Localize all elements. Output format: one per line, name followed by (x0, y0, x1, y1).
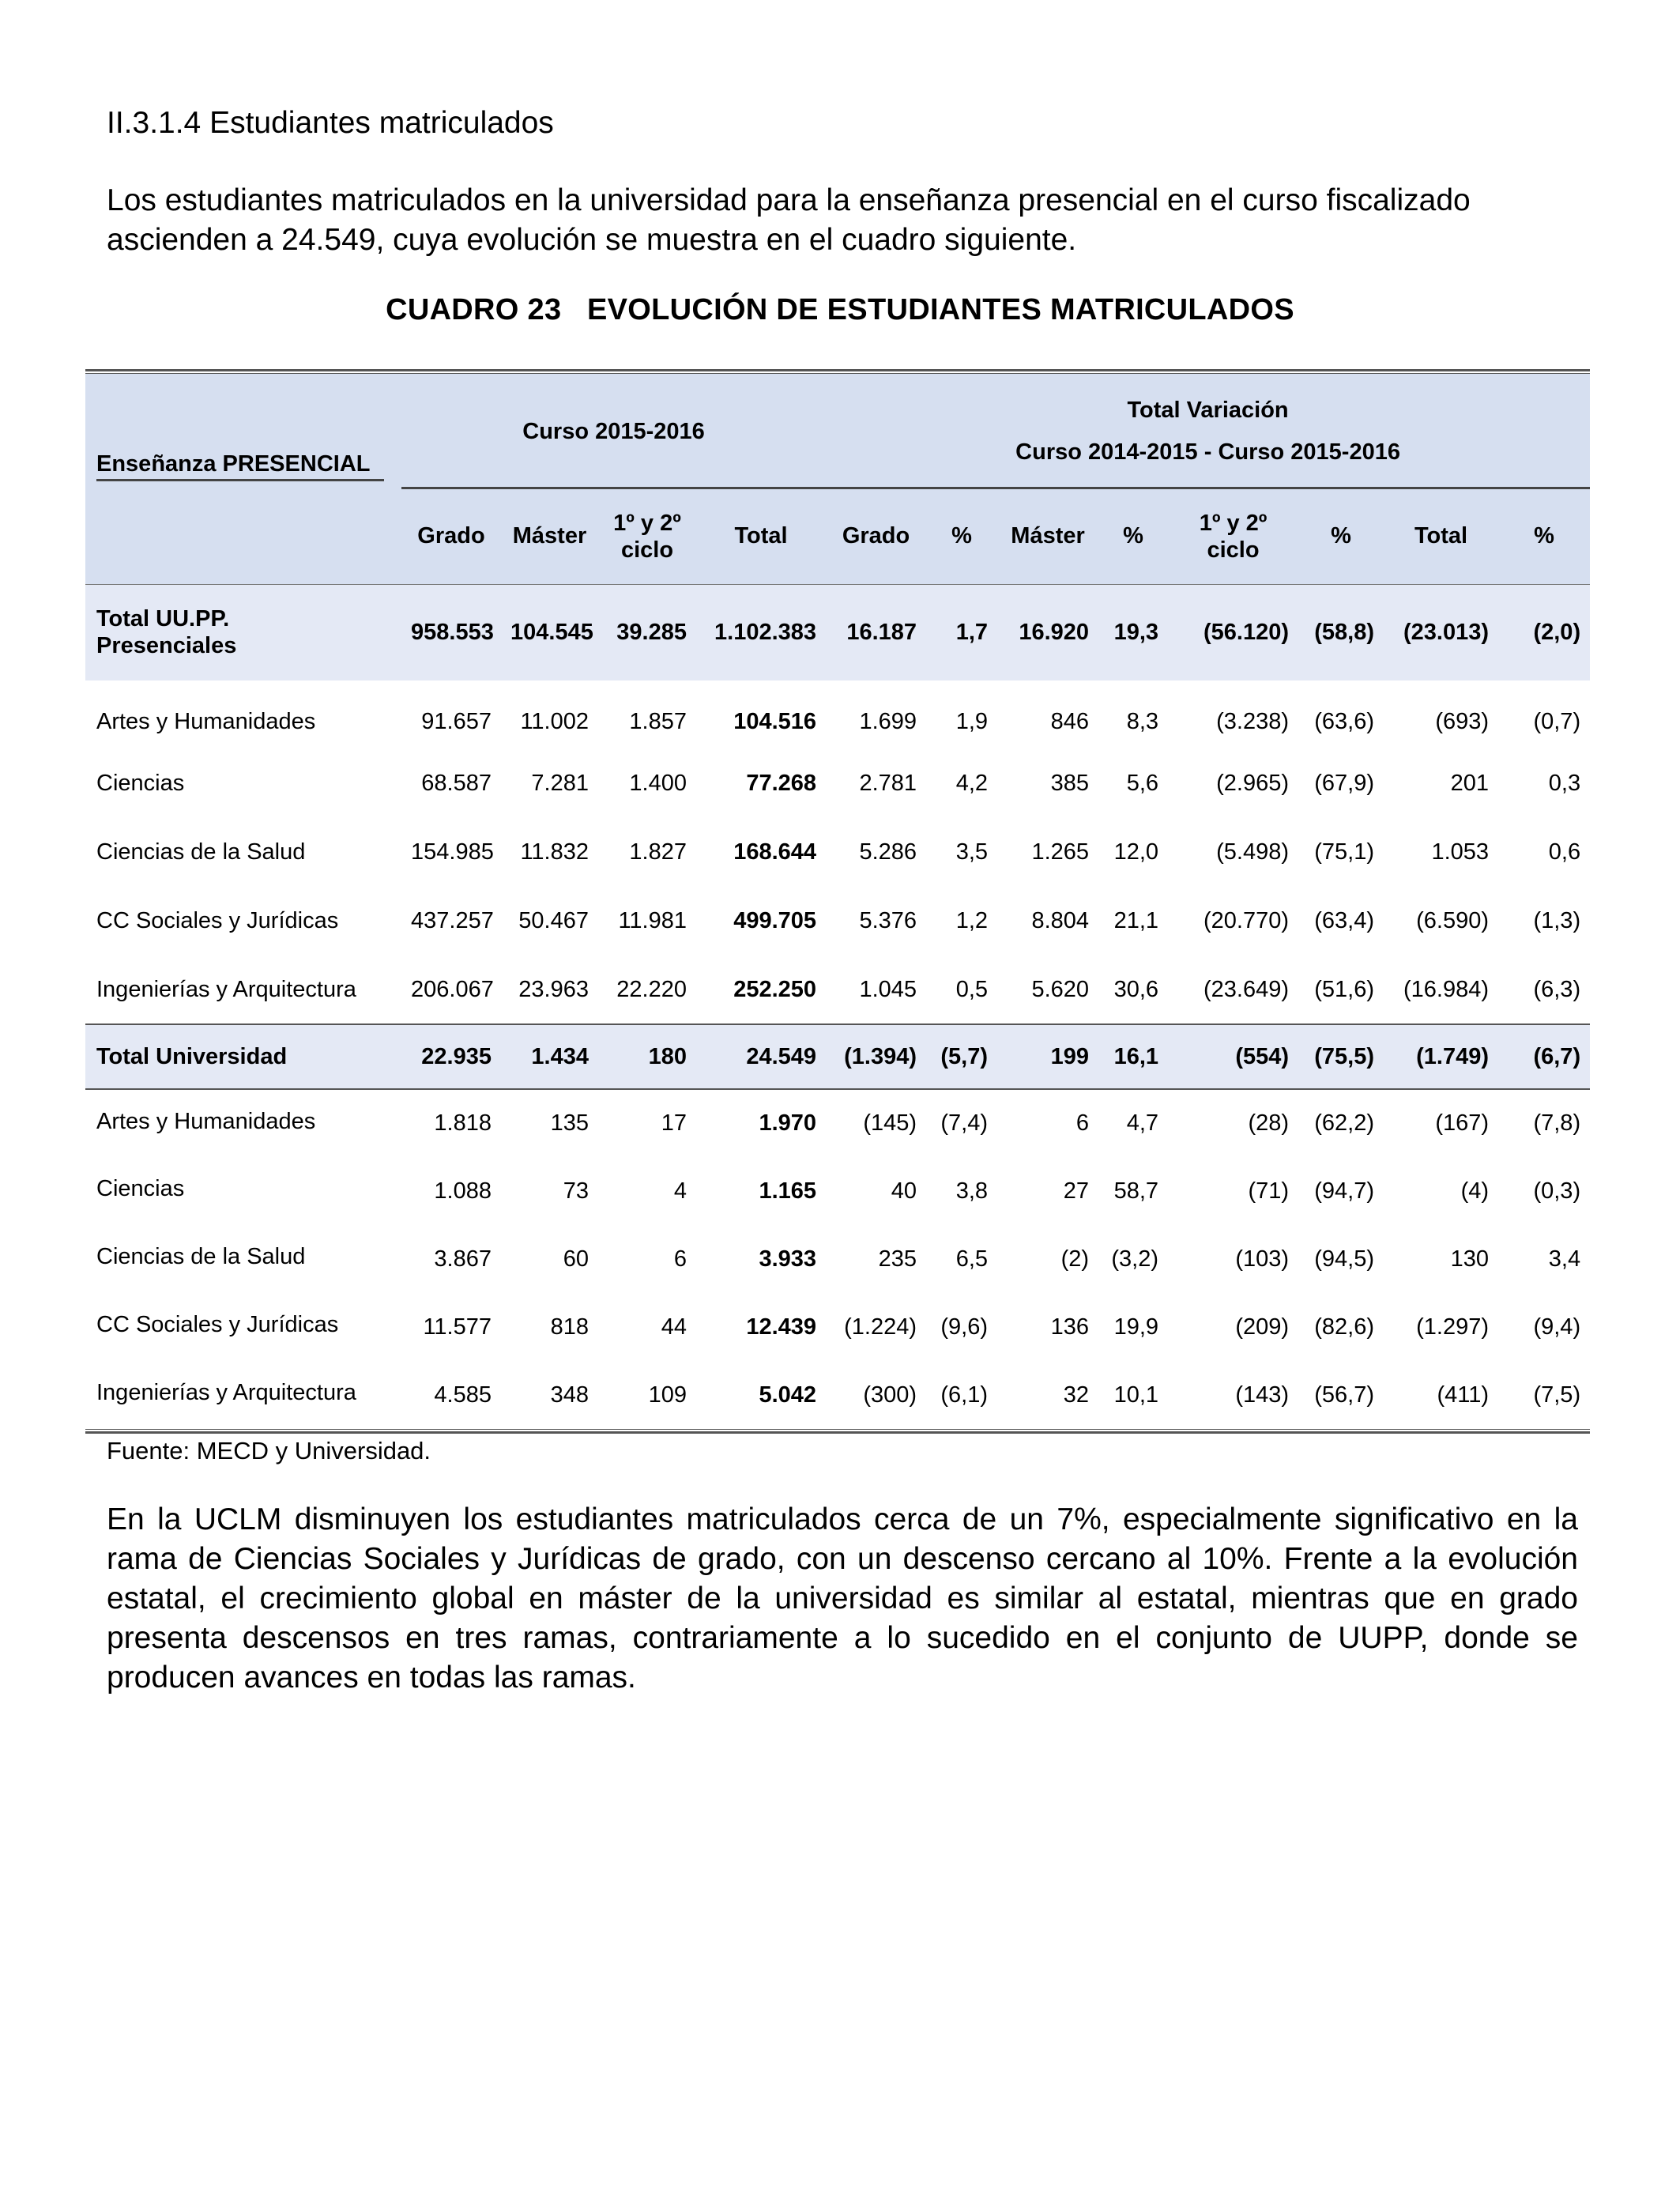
table-cell: 385 (1050, 771, 1090, 796)
table-cell: 3.867 (434, 1246, 492, 1272)
table-cell: (2.965) (1216, 771, 1290, 796)
group-header-variation: Total Variación Curso 2014-2015 - Curso 2015-2016 (826, 374, 1590, 489)
table-cell: 1.165 (759, 1178, 817, 1204)
table-cell: (75,1) (1314, 839, 1375, 865)
table-cell: (411) (1437, 1382, 1490, 1408)
row-label: Total UU.PP. Presenciales (96, 606, 237, 659)
table-cell: (67,9) (1314, 771, 1375, 796)
table-cell: (94,5) (1314, 1246, 1375, 1272)
table-cell: 154.985 (411, 839, 494, 865)
table-cell: 21,1 (1113, 908, 1159, 933)
table-cell: 11.832 (520, 839, 589, 865)
table-cell: (6,7) (1533, 1043, 1581, 1069)
table-cell: 12.439 (746, 1314, 817, 1340)
table-cell: (4) (1460, 1178, 1490, 1204)
column-header: Total (734, 523, 788, 549)
table-cell: 235 (878, 1246, 917, 1272)
row-label: Total Universidad (96, 1043, 288, 1069)
table-cell: 1.857 (629, 709, 687, 734)
table-cell: 5,6 (1126, 771, 1159, 796)
table-cell: (7,4) (940, 1110, 989, 1136)
header-row-groups (85, 374, 1590, 489)
row-label: CC Sociales y Jurídicas (96, 908, 339, 933)
table-cell: 73 (563, 1178, 589, 1204)
column-header-blank (85, 489, 401, 584)
table-cell: 5.376 (859, 908, 917, 933)
table-cell: 17 (661, 1110, 687, 1136)
table-cell: 4,7 (1126, 1110, 1159, 1136)
table-cell: 12,0 (1113, 839, 1159, 865)
row-label: Ciencias (96, 771, 185, 796)
table-cell: 24.549 (746, 1043, 817, 1069)
table-cell: (7,8) (1533, 1110, 1581, 1136)
table-cell: 11.002 (520, 709, 589, 734)
table-cell: 1.699 (859, 709, 917, 734)
table-cell: (63,6) (1314, 709, 1375, 734)
row-label: Ingenierías y Arquitectura (96, 1380, 356, 1405)
table-cell: 11.577 (423, 1314, 492, 1340)
table-cell: 4.585 (434, 1382, 492, 1408)
table-row (85, 818, 1590, 887)
table-cell: (28) (1248, 1110, 1290, 1136)
table-cell: 201 (1450, 771, 1490, 796)
table-cell: (1.297) (1416, 1314, 1490, 1340)
table-cell: 44 (661, 1314, 687, 1340)
table-cell: 6,5 (955, 1246, 989, 1272)
table-cell: (20.770) (1203, 908, 1290, 933)
table-cell: 168.644 (733, 839, 817, 865)
group-header-current-year: Curso 2015-2016 (401, 374, 826, 489)
table-row (85, 1361, 1590, 1429)
table-cell: 1.818 (434, 1110, 492, 1136)
table-cell: 135 (550, 1110, 589, 1136)
corner-header: Enseñanza PRESENCIAL (85, 374, 401, 489)
table-cell: 11.981 (618, 908, 687, 933)
table-cell: (1,3) (1533, 908, 1581, 933)
table-cell: (0,3) (1533, 1178, 1581, 1204)
table-cell: 348 (550, 1382, 589, 1408)
table-cell: 1.434 (531, 1043, 589, 1069)
table-cell: 39.285 (616, 619, 687, 645)
table-cell: 3,4 (1548, 1246, 1581, 1272)
table-cell: 27 (1063, 1178, 1090, 1204)
table-cell: 30,6 (1113, 976, 1159, 1002)
table-cell: (2) (1060, 1246, 1090, 1272)
table-cell: (9,4) (1533, 1314, 1581, 1340)
table-cell: 3,5 (955, 839, 989, 865)
table-row (85, 680, 1590, 749)
table-cell: 5.042 (759, 1382, 817, 1408)
table-cell: 1,9 (955, 709, 989, 734)
column-header: % (1123, 523, 1143, 549)
table-cell: (6,3) (1533, 976, 1581, 1002)
table-cell: 10,1 (1113, 1382, 1159, 1408)
table-row (85, 1157, 1590, 1225)
table-cell: 1,7 (955, 619, 989, 645)
column-header: Total (1414, 523, 1468, 549)
table-cell: 1.970 (759, 1110, 817, 1136)
table-cell: 846 (1050, 709, 1090, 734)
enrollment-table (85, 369, 1590, 1434)
table-total-row (85, 1024, 1590, 1089)
table-cell: 199 (1050, 1043, 1090, 1069)
table-cell: 958.553 (411, 619, 494, 645)
table-cell: (143) (1235, 1382, 1290, 1408)
row-label: Artes y Humanidades (96, 709, 316, 734)
table-cell: (75,5) (1314, 1043, 1375, 1069)
table-cell: (6,1) (940, 1382, 989, 1408)
column-header: Máster (512, 523, 587, 549)
table-cell: (2,0) (1533, 619, 1581, 645)
row-label: Artes y Humanidades (96, 1109, 316, 1134)
column-header: 1º y 2º ciclo (1199, 510, 1268, 563)
table-cell: 818 (550, 1314, 589, 1340)
table-cell: (1.394) (844, 1043, 917, 1069)
table-cell: 109 (648, 1382, 687, 1408)
table-cell: (62,2) (1314, 1110, 1375, 1136)
table-cell: 91.657 (421, 709, 492, 734)
table-cell: 5.286 (859, 839, 917, 865)
table-cell: 8,3 (1126, 709, 1159, 734)
table-total-row (85, 584, 1590, 680)
section-heading: II.3.1.4 Estudiantes matriculados (107, 106, 554, 140)
table-cell: 1.045 (859, 976, 917, 1002)
header-row-columns (85, 489, 1590, 584)
table-cell: 58,7 (1113, 1178, 1159, 1204)
table-cell: 68.587 (421, 771, 492, 796)
table-cell: 32 (1063, 1382, 1090, 1408)
table-cell: (7,5) (1533, 1382, 1581, 1408)
table-cell: (56,7) (1314, 1382, 1375, 1408)
table-cell: (1.224) (844, 1314, 917, 1340)
table-cell: (63,4) (1314, 908, 1375, 933)
table-cell: 50.467 (518, 908, 589, 933)
row-label: Ciencias (96, 1176, 185, 1201)
table-cell: (5.498) (1216, 839, 1290, 865)
table-row (85, 887, 1590, 956)
table-cell: 1.088 (434, 1178, 492, 1204)
column-header: % (951, 523, 972, 549)
table-cell: (1.749) (1416, 1043, 1490, 1069)
table-cell: (56.120) (1203, 619, 1290, 645)
table-cell: 252.250 (733, 976, 817, 1002)
table-cell: 1.102.383 (714, 619, 817, 645)
table-cell: 23.963 (518, 976, 589, 1002)
table-cell: 499.705 (733, 908, 817, 933)
table-cell: 0,6 (1548, 839, 1581, 865)
table-cell: (23.649) (1203, 976, 1290, 1002)
table-cell: 6 (1075, 1110, 1090, 1136)
table-cell: (9,6) (940, 1314, 989, 1340)
row-label: CC Sociales y Jurídicas (96, 1312, 339, 1337)
table-cell: 2.781 (859, 771, 917, 796)
table-cell: 104.516 (733, 709, 817, 734)
table-cell: (209) (1235, 1314, 1290, 1340)
table-cell: 4 (673, 1178, 687, 1204)
table-cell: 19,3 (1113, 619, 1159, 645)
row-label: Ciencias de la Salud (96, 839, 306, 865)
table-cell: 22.935 (421, 1043, 492, 1069)
table-cell: 1.053 (1431, 839, 1490, 865)
table-cell: 1.400 (629, 771, 687, 796)
table-cell: (3.238) (1216, 709, 1290, 734)
table-cell: 0,5 (955, 976, 989, 1002)
table-body (85, 584, 1590, 1429)
table-row (85, 1089, 1590, 1157)
table-cell: (51,6) (1314, 976, 1375, 1002)
column-header: % (1331, 523, 1351, 549)
table-cell: 60 (563, 1246, 589, 1272)
table-title: CUADRO 23 EVOLUCIÓN DE ESTUDIANTES MATRICULADOS (386, 293, 1294, 326)
table-cell: (23.013) (1403, 619, 1490, 645)
table-source-note: Fuente: MECD y Universidad. (107, 1437, 431, 1465)
table-row (85, 749, 1590, 818)
table-cell: 206.067 (411, 976, 494, 1002)
row-label: Ciencias de la Salud (96, 1244, 306, 1269)
table-cell: 19,9 (1113, 1314, 1159, 1340)
table-cell: 437.257 (411, 908, 494, 933)
row-label: Ingenierías y Arquitectura (96, 976, 356, 1002)
table-cell: 22.220 (616, 976, 687, 1002)
table-cell: 16,1 (1113, 1043, 1159, 1069)
table-cell: (145) (863, 1110, 917, 1136)
table-cell: 7.281 (531, 771, 589, 796)
closing-paragraph: En la UCLM disminuyen los estudiantes matriculados cerca de un 7%, especialmente significativo en la rama de Ciencias Sociales y Jurídicas de grado, con un descenso cercano al 10%. Frente a la evolución estatal, el crecimiento global en máster de la universidad es similar al estatal, mientras que en grado presenta descensos en tres ramas, contrariamente a lo sucedido en el conjunto de UUPP, donde se producen avances en todas las ramas. (107, 1502, 1578, 1695)
table-cell: (58,8) (1314, 619, 1375, 645)
table-cell: 180 (648, 1043, 687, 1069)
table-cell: (71) (1248, 1178, 1290, 1204)
table-cell: 3.933 (759, 1246, 817, 1272)
table-cell: 5.620 (1031, 976, 1090, 1002)
table-cell: 1.827 (629, 839, 687, 865)
table-cell: 6 (673, 1246, 687, 1272)
table-cell: (693) (1435, 709, 1490, 734)
table-cell: (554) (1235, 1043, 1290, 1069)
table-cell: (3,2) (1111, 1246, 1159, 1272)
table-cell: (300) (863, 1382, 917, 1408)
table-cell: (103) (1235, 1246, 1290, 1272)
table-cell: 40 (891, 1178, 917, 1204)
table-cell: (16.984) (1403, 976, 1490, 1002)
column-header: Grado (842, 523, 910, 549)
table-cell: 77.268 (746, 771, 817, 796)
table-row (85, 956, 1590, 1024)
table-cell: 16.187 (846, 619, 917, 645)
table-cell: (94,7) (1314, 1178, 1375, 1204)
column-header: Máster (1011, 523, 1085, 549)
table-cell: 130 (1450, 1246, 1490, 1272)
table-cell: 16.920 (1019, 619, 1090, 645)
table-row (85, 1293, 1590, 1361)
column-header: 1º y 2º ciclo (613, 510, 681, 563)
table-cell: (6.590) (1416, 908, 1490, 933)
table-cell: 8.804 (1031, 908, 1090, 933)
table-cell: (167) (1435, 1110, 1490, 1136)
table-bottom-rule (85, 1429, 1590, 1434)
table-cell: (82,6) (1314, 1314, 1375, 1340)
table-cell: 0,3 (1548, 771, 1581, 796)
table-row (85, 1225, 1590, 1293)
table-cell: 1.265 (1031, 839, 1090, 865)
table-cell: (0,7) (1533, 709, 1581, 734)
table-cell: 4,2 (955, 771, 989, 796)
column-header: Grado (417, 523, 485, 549)
table-cell: 1,2 (955, 908, 989, 933)
table-cell: (5,7) (940, 1043, 989, 1069)
table-cell: 136 (1050, 1314, 1090, 1340)
table-cell: 3,8 (955, 1178, 989, 1204)
intro-paragraph: Los estudiantes matriculados en la universidad para la enseñanza presencial en el curso fiscalizado ascienden a 24.549, cuya evolución se muestra en el cuadro siguiente. (107, 183, 1471, 257)
table-cell: 104.545 (510, 619, 593, 645)
column-header: % (1534, 523, 1554, 549)
